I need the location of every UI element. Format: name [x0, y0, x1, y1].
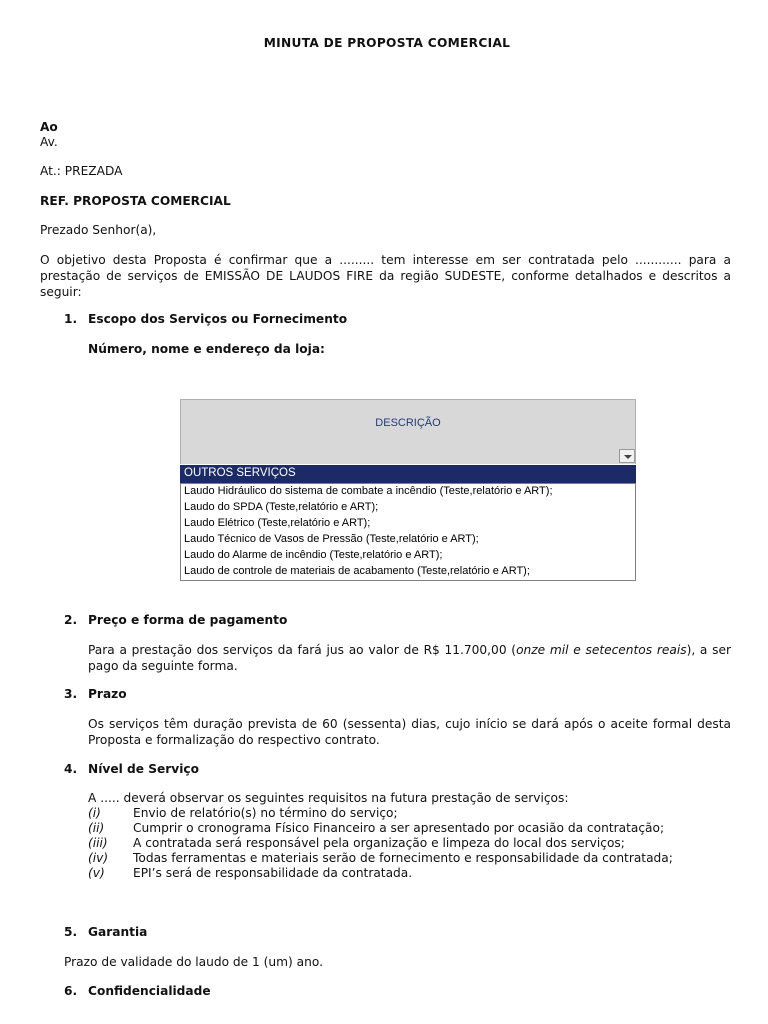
- list-item: [88, 836, 625, 850]
- section-4-number: 4.: [64, 762, 78, 776]
- table-row: [180, 516, 636, 533]
- table-row: [180, 564, 636, 581]
- section-4-title: Nível de Serviço: [88, 762, 200, 776]
- table-cell: Laudo do SPDA (Teste,relatório e ART);: [184, 501, 379, 513]
- table-section-row: [180, 465, 636, 484]
- table-cell: Laudo do Alarme de incêndio (Teste,relatório e ART);: [184, 549, 443, 561]
- section-3-heading: [64, 687, 127, 701]
- section-1-number: 1.: [64, 312, 78, 326]
- list-marker: (i): [88, 806, 101, 820]
- document-title: MINUTA DE PROPOSTA COMERCIAL: [263, 36, 511, 50]
- price-in-words: onze mil e setecentos reais: [516, 643, 687, 657]
- section-2-number: 2.: [64, 613, 78, 627]
- section-3-number: 3.: [64, 687, 78, 701]
- list-marker: (v): [88, 866, 105, 880]
- section-3-paragraph: Os serviços têm duração prevista de 60 (sessenta) dias, cujo início se dará após o aceite formal desta Proposta e formalização do respectivo contrato.: [88, 717, 731, 747]
- section-1-heading: [64, 312, 347, 326]
- table-row: [180, 532, 636, 549]
- table-cell: Laudo Elétrico (Teste,relatório e ART);: [184, 517, 371, 529]
- list-text: EPI’s será de responsabilidade da contratada.: [133, 866, 413, 880]
- table-section-label: OUTROS SERVIÇOS: [184, 467, 296, 479]
- recipient-attention: At.: PREZADA: [40, 164, 123, 178]
- section-6-title: Confidencialidade: [88, 984, 211, 998]
- table-cell: Laudo de controle de materiais de acabamento (Teste,relatório e ART);: [184, 565, 530, 577]
- price-text-end: ), a ser pago da seguinte forma.: [88, 643, 731, 673]
- section-5-paragraph: Prazo de validade do laudo de 1 (um) ano.: [64, 955, 323, 969]
- section-2-title: Preço e forma de pagamento: [88, 613, 288, 627]
- table-cell: Laudo Técnico de Vasos de Pressão (Teste,relatório e ART);: [184, 533, 479, 545]
- list-text: Cumprir o cronograma Físico Financeiro a ser apresentado por ocasião da contratação;: [133, 821, 665, 835]
- list-item: [88, 821, 664, 835]
- section-6-number: 6.: [64, 984, 78, 998]
- list-marker: (iv): [88, 851, 109, 865]
- list-text: A contratada será responsável pela organização e limpeza do local dos serviços;: [133, 836, 625, 850]
- list-item: [88, 866, 412, 880]
- filter-dropdown-icon[interactable]: [619, 449, 635, 463]
- table-header: [180, 399, 636, 450]
- greeting: Prezado Senhor(a),: [40, 223, 157, 237]
- list-text: Todas ferramentas e materiais serão de fornecimento e responsabilidade da contratada;: [133, 851, 673, 865]
- section-4-heading: [64, 762, 199, 776]
- recipient-address: Av.: [40, 135, 58, 149]
- section-5-title: Garantia: [88, 925, 148, 939]
- list-item: [88, 851, 673, 865]
- table-filter-row: [180, 449, 636, 464]
- table-cell: Laudo Hidráulico do sistema de combate a incêndio (Teste,relatório e ART);: [184, 485, 553, 497]
- section-6-heading: [64, 984, 211, 998]
- table-row: [180, 548, 636, 565]
- section-1-title: Escopo dos Serviços ou Fornecimento: [88, 312, 348, 326]
- price-text: Para a prestação dos serviços da fará jus ao valor de R$ 11.700,00 (: [88, 643, 517, 657]
- list-item: [88, 806, 398, 820]
- list-text: Envio de relatório(s) no término do serviço;: [133, 806, 398, 820]
- section-2-heading: [64, 613, 287, 627]
- list-marker: (iii): [88, 836, 108, 850]
- section-5-heading: [64, 925, 147, 939]
- services-table: [180, 399, 636, 583]
- section-4-intro: A ..... deverá observar os seguintes requisitos na futura prestação de serviços:: [88, 791, 569, 805]
- section-2-paragraph: [88, 642, 731, 674]
- table-row: [180, 500, 636, 517]
- reference: REF. PROPOSTA COMERCIAL: [40, 194, 231, 208]
- section-5-number: 5.: [64, 925, 78, 939]
- table-row: [180, 483, 636, 501]
- table-header-label: DESCRIÇÃO: [375, 417, 441, 429]
- recipient-to: Ao: [40, 120, 58, 134]
- section-3-title: Prazo: [88, 687, 127, 701]
- list-marker: (ii): [88, 821, 105, 835]
- intro-paragraph: O objetivo desta Proposta é confirmar que a ......... tem interesse em ser contratada pelo ............ para a prestação de serviços de EMISSÃO DE LAUDOS FIRE da região SUDESTE, conforme detalhados e descritos a seguir:: [40, 253, 731, 299]
- section-1-subheading: Número, nome e endereço da loja:: [88, 342, 325, 356]
